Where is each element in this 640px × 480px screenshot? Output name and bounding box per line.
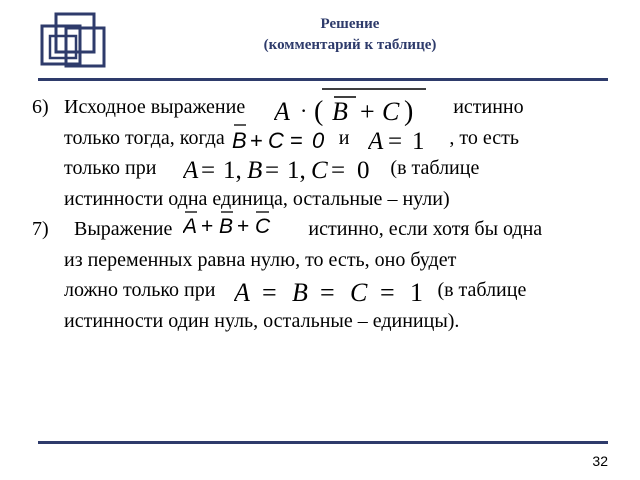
- item-text: Исходное выражение: [64, 96, 246, 118]
- svg-text:A: A: [183, 157, 199, 185]
- item-text: ложно только при: [64, 279, 216, 301]
- svg-text:=: =: [388, 127, 403, 154]
- svg-text:+: +: [237, 215, 250, 239]
- svg-text:=: =: [289, 127, 303, 153]
- item-text: истинно, если хотя бы одна: [308, 218, 543, 240]
- svg-text:B: B: [332, 97, 349, 127]
- svg-text:C: C: [255, 215, 271, 239]
- item-text: только тогда, когда: [64, 126, 225, 149]
- svg-text:+: +: [360, 97, 375, 127]
- item-text: только при: [64, 157, 157, 179]
- title-line-2: (комментарий к таблице): [263, 37, 437, 53]
- svg-text:): ): [404, 96, 414, 128]
- svg-text:B: B: [231, 127, 247, 153]
- svg-text:C: C: [311, 157, 329, 185]
- svg-text:+: +: [201, 215, 214, 239]
- slide-body: [32, 92, 622, 336]
- svg-text:+: +: [249, 127, 263, 153]
- svg-text:1: 1: [410, 278, 424, 307]
- item-text: Выражение: [74, 218, 173, 240]
- top-divider: [38, 78, 608, 81]
- svg-text:=: =: [380, 278, 396, 307]
- svg-text:(: (: [314, 96, 324, 128]
- title-line-1: Решение: [320, 16, 380, 32]
- nested-squares-logo: [0, 0, 120, 80]
- list-item-7: [32, 214, 622, 336]
- svg-text:·: ·: [300, 98, 308, 124]
- page-number: 32: [592, 453, 608, 469]
- svg-text:C: C: [350, 278, 368, 307]
- svg-text:A: A: [274, 97, 291, 127]
- svg-text:A: A: [368, 127, 384, 154]
- slide-title: [200, 14, 500, 56]
- svg-text:=: =: [331, 157, 346, 185]
- svg-text:=: =: [320, 278, 336, 307]
- item-text: (в таблице: [390, 157, 480, 179]
- formula-not-a-plus-not-b-plus-not-c: [183, 209, 281, 241]
- svg-text:C: C: [382, 97, 400, 127]
- svg-text:1,: 1,: [223, 157, 243, 185]
- item-text: истинности одна единица, остальные – нули): [64, 187, 450, 210]
- item-text: и: [338, 126, 350, 149]
- svg-text:0: 0: [357, 157, 370, 185]
- svg-text:A: A: [183, 215, 198, 239]
- formula-not-b-plus-c-eq-0: [232, 121, 330, 155]
- list-item-6: [32, 92, 622, 214]
- item-text: истинности один нуль, остальные – единицы).: [64, 309, 460, 332]
- item-text: из переменных равна нулю, то есть, оно будет: [64, 248, 457, 271]
- item-text: истинно: [453, 96, 524, 118]
- item-text: (в таблице: [437, 279, 527, 301]
- svg-text:B: B: [247, 157, 263, 185]
- item-number: 7): [32, 218, 49, 240]
- item-number: 6): [32, 96, 49, 118]
- svg-text:B: B: [292, 278, 309, 307]
- svg-text:C: C: [267, 127, 284, 153]
- svg-text:=: =: [262, 278, 278, 307]
- svg-text:B: B: [219, 215, 234, 239]
- item-text: , то есть: [449, 126, 520, 149]
- svg-text:0: 0: [311, 127, 324, 153]
- formula-a-eq-1: [368, 124, 434, 154]
- svg-text:1: 1: [412, 127, 425, 154]
- svg-text:=: =: [265, 157, 280, 185]
- svg-text:1,: 1,: [287, 157, 307, 185]
- formula-a-eq-b-eq-c-eq-1: [234, 276, 430, 306]
- bottom-divider: [38, 441, 608, 444]
- svg-text:=: =: [201, 157, 216, 185]
- svg-text:A: A: [234, 278, 251, 307]
- formula-assignment: [183, 153, 379, 185]
